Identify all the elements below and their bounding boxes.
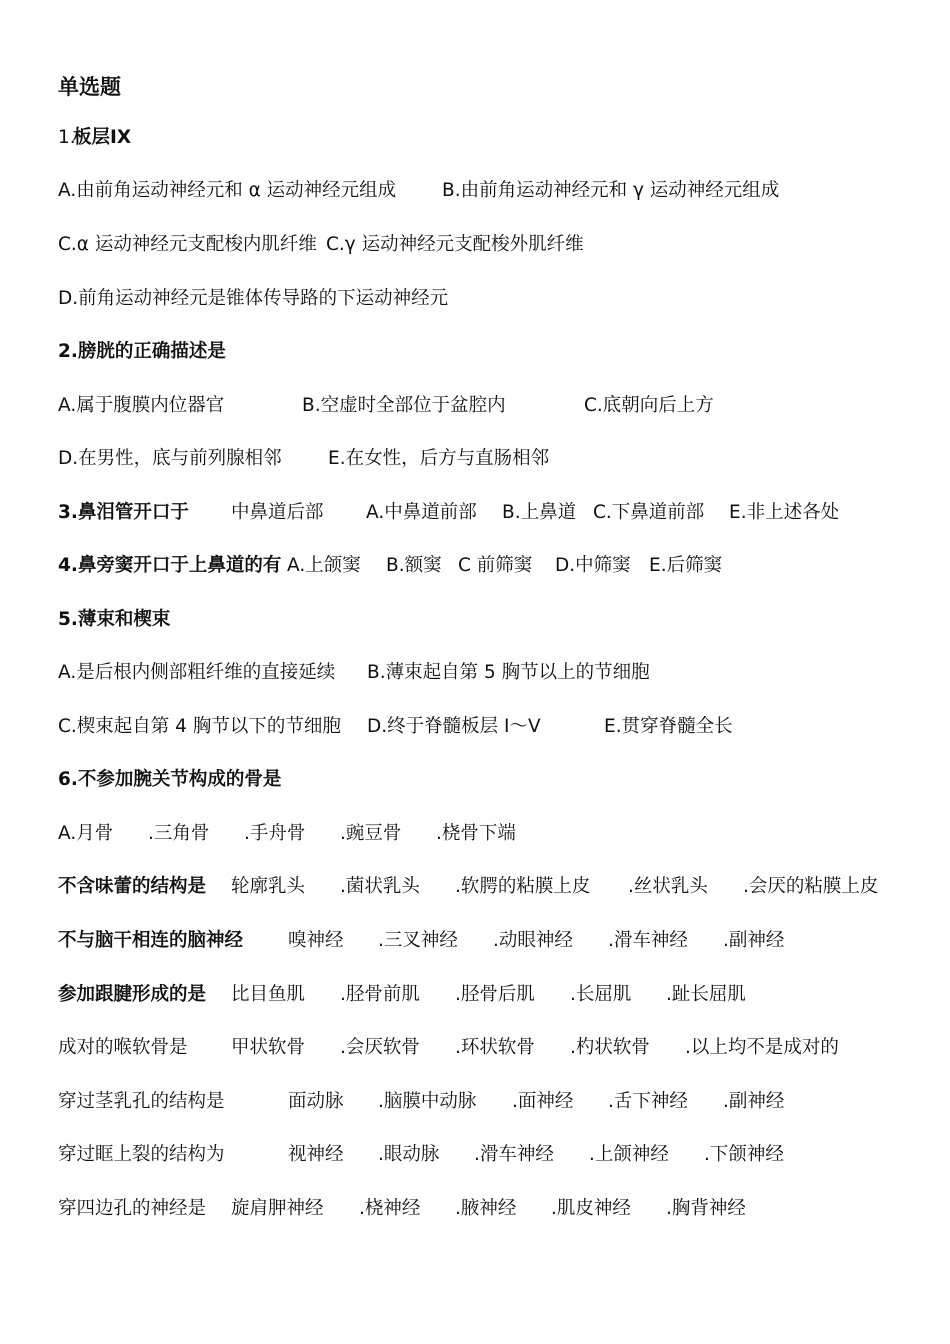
option: .会厌软骨 <box>340 1037 420 1058</box>
option: .手舟骨 <box>244 823 306 844</box>
question-stem: 穿过茎乳孔的结构是 <box>58 1091 225 1112</box>
option: 轮廓乳头 <box>231 876 306 897</box>
option: .长屈肌 <box>570 984 632 1005</box>
option: A.属于腹膜内位器官 <box>58 395 225 416</box>
option: .眼动脉 <box>378 1144 440 1165</box>
option: .胫骨后肌 <box>455 984 535 1005</box>
option: C.γ 运动神经元支配梭外肌纤维 <box>326 234 584 255</box>
option: C.底朝向后上方 <box>584 395 714 416</box>
option: .会厌的粘膜上皮 <box>743 876 879 897</box>
question-5-stem: 5.薄束和楔束 <box>58 609 171 630</box>
option: .环状软骨 <box>455 1037 535 1058</box>
question-stem: 3.鼻泪管开口于 <box>58 502 189 523</box>
option: C.α 运动神经元支配梭内肌纤维 <box>58 234 317 255</box>
option: A.月骨 <box>58 823 114 844</box>
question-stem: 参加跟腱形成的是 <box>58 984 207 1005</box>
option: .滑车神经 <box>608 930 688 951</box>
option: D.中筛窦 <box>555 555 631 576</box>
option: B.上鼻道 <box>502 502 577 523</box>
option: .菌状乳头 <box>340 876 420 897</box>
question-6-stem: 6.不参加腕关节构成的骨是 <box>58 769 282 790</box>
question-stem: 不与脑干相连的脑神经 <box>58 930 244 951</box>
option: .动眼神经 <box>493 930 573 951</box>
option: E.后筛窦 <box>649 555 723 576</box>
option: .舌下神经 <box>608 1091 688 1112</box>
option: .三叉神经 <box>378 930 458 951</box>
option: 比目鱼肌 <box>231 984 306 1005</box>
option: .趾长屈肌 <box>666 984 746 1005</box>
option: C 前筛窦 <box>458 555 533 576</box>
option: E.非上述各处 <box>729 502 840 523</box>
option: B.额窦 <box>386 555 442 576</box>
option: .以上均不是成对的 <box>685 1037 839 1058</box>
option: 面动脉 <box>288 1091 344 1112</box>
option: .三角骨 <box>148 823 210 844</box>
option: .滑车神经 <box>474 1144 554 1165</box>
question-2-stem: 2.膀胱的正确描述是 <box>58 341 226 362</box>
question-number: 1. <box>58 127 76 148</box>
question-stem: 成对的喉软骨是 <box>58 1037 188 1058</box>
option: .上颌神经 <box>589 1144 669 1165</box>
question-stem: 板层IX <box>73 127 132 148</box>
option: .胫骨前肌 <box>340 984 420 1005</box>
option: B.薄束起自第 5 胸节以上的节细胞 <box>367 662 650 683</box>
option: A.上颌窦 <box>287 555 361 576</box>
question-stem: 不含味蕾的结构是 <box>58 876 207 897</box>
option: .杓状软骨 <box>570 1037 650 1058</box>
option: .腋神经 <box>455 1198 517 1219</box>
option: 甲状软骨 <box>231 1037 306 1058</box>
section-title: 单选题 <box>58 75 121 99</box>
option: .脑膜中动脉 <box>378 1091 477 1112</box>
option: .肌皮神经 <box>551 1198 631 1219</box>
option: .桡神经 <box>359 1198 421 1219</box>
option: B.空虚时全部位于盆腔内 <box>302 395 506 416</box>
option: .下颌神经 <box>704 1144 784 1165</box>
option: 视神经 <box>288 1144 344 1165</box>
option: B.由前角运动神经元和 γ 运动神经元组成 <box>442 180 780 201</box>
option: D.终于脊髓板层 I～V <box>367 716 541 737</box>
option: 嗅神经 <box>288 930 344 951</box>
option: E.贯穿脊髓全长 <box>604 716 733 737</box>
option: C.楔束起自第 4 胸节以下的节细胞 <box>58 716 341 737</box>
option: .丝状乳头 <box>628 876 708 897</box>
option: D.前角运动神经元是锥体传导路的下运动神经元 <box>58 288 449 309</box>
option: .面神经 <box>512 1091 574 1112</box>
option: .胸背神经 <box>666 1198 746 1219</box>
question-stem: 4.鼻旁窦开口于上鼻道的有 <box>58 555 282 576</box>
option: D.在男性，底与前列腺相邻 <box>58 448 282 469</box>
question-stem: 穿过眶上裂的结构为 <box>58 1144 225 1165</box>
option: E.在女性，后方与直肠相邻 <box>328 448 550 469</box>
option: A.由前角运动神经元和 α 运动神经元组成 <box>58 180 397 201</box>
option: .豌豆骨 <box>340 823 402 844</box>
option: A.是后根内侧部粗纤维的直接延续 <box>58 662 336 683</box>
option: .软腭的粘膜上皮 <box>455 876 591 897</box>
option: .副神经 <box>723 1091 785 1112</box>
option: A.中鼻道前部 <box>366 502 477 523</box>
option: 中鼻道后部 <box>231 502 324 523</box>
option: .桡骨下端 <box>436 823 516 844</box>
option: .副神经 <box>723 930 785 951</box>
option: C.下鼻道前部 <box>593 502 705 523</box>
question-stem: 穿四边孔的神经是 <box>58 1198 207 1219</box>
option: 旋肩胛神经 <box>231 1198 324 1219</box>
